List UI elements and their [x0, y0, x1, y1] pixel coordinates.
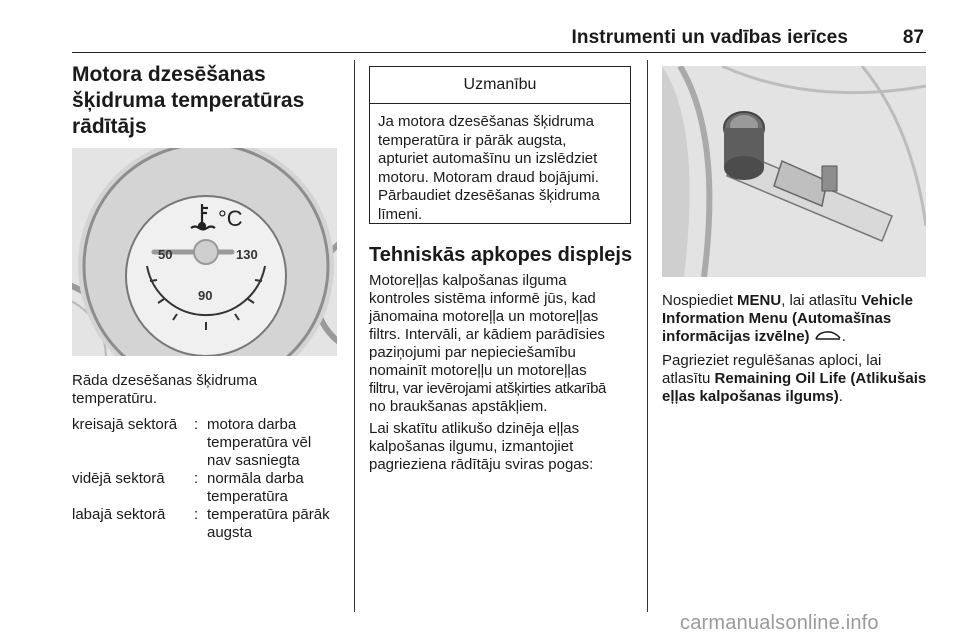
warning-heading: Uzmanību: [370, 67, 630, 104]
coolant-gauge-image: [72, 148, 337, 356]
column-divider-left: [354, 60, 355, 612]
coolant-intro: Rāda dzesēšanas šķidruma temperatūru.: [72, 372, 258, 407]
left-column: [72, 62, 344, 140]
section-title-coolant: Motora dzesēšanas šķidruma temperatūras rādītājs: [72, 63, 305, 138]
definition-row: kreisajā sektorā : motora darba temperatūra vēl nav sasniegta: [72, 416, 312, 469]
page-header: [72, 22, 926, 53]
vehicle-icon: [814, 330, 842, 342]
svg-text:130: 130: [236, 247, 258, 262]
oil-life-paragraph: Motoreļļas kalpošanas ilguma kontroles sistēma informē jūs, kad jānomaina motoreļļa un motoreļļas filtrs. Intervāli, ar kādiem parādīsies paziņojumi par nepieciešamību nomainīt motoreļļu un motoreļļas filtru, var ievērojami atšķirties atkarībā no braukšanas apstākļiem.: [369, 272, 607, 415]
turn-dial-paragraph: Pagrieziet regulēšanas aploci, lai atlasītu Remaining Oil Life (Atlikušais eļļas kalpošanas ilgums).: [662, 352, 927, 405]
view-oil-life-paragraph: Lai skatītu atlikušo dzinēja eļļas kalpošanas ilgumu, izmantojiet pagrieziena rādītāju sviras pogas:: [369, 420, 594, 473]
definition-row: labajā sektorā : temperatūra pārāk augsta: [72, 506, 330, 541]
turn-signal-lever-image: [662, 66, 926, 277]
warning-box: [369, 66, 631, 224]
definition-list: [72, 416, 344, 542]
svg-text:90: 90: [198, 288, 213, 303]
svg-text:°C: °C: [218, 206, 243, 231]
page-number: 87: [902, 27, 924, 48]
header-title: Instrumenti un vadības ierīces: [571, 27, 848, 48]
menu-button-label: MENU: [737, 292, 782, 309]
definition-row: vidējā sektorā : normāla darba temperatūra: [72, 470, 304, 505]
press-menu-paragraph: Nospiediet MENU, lai atlasītu Vehicle Information Menu (Automašīnas informācijas izvēlne) .: [662, 292, 913, 345]
watermark: carmanualsonline.info: [680, 612, 879, 634]
section-title-service-display: Tehniskās apkopes displejs: [369, 244, 633, 266]
column-divider-right: [647, 60, 648, 612]
warning-text: Ja motora dzesēšanas šķidruma temperatūra ir pārāk augsta, apturiet automašīnu un izslēdziet motoru. Motoram draud bojājumi. Pārbaudiet dzesēšanas šķidruma līmeni.: [378, 113, 600, 223]
svg-text:50: 50: [158, 247, 173, 262]
